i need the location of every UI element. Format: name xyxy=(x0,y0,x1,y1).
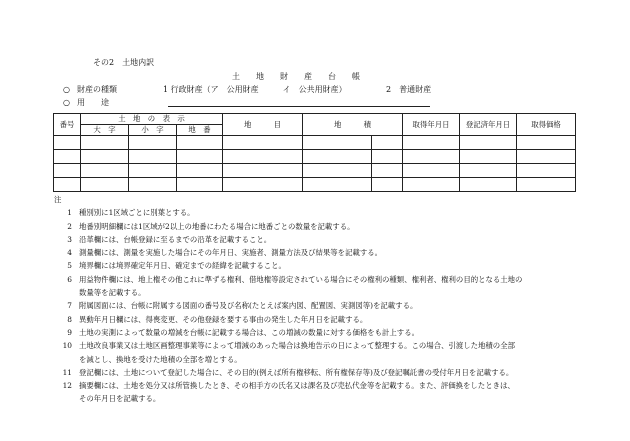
table-header-row-1 xyxy=(54,114,576,125)
note-item-continuation: 数量等を記載する。 xyxy=(79,288,146,298)
header-chiban: 地 番 xyxy=(177,125,223,136)
table-row xyxy=(54,164,576,178)
header-registered-date: 登記済年月日 xyxy=(460,114,517,136)
note-item: 3 沿革欄には、台帳登録に至るまでの沿革を記載すること。 xyxy=(67,234,272,244)
property-type-option-1: 1 行政財産（ア 公用財産 イ 公共用財産） xyxy=(163,85,347,94)
header-chimoku: 地 目 xyxy=(223,114,303,136)
ledger-title: 土 地 財 産 台 帳 xyxy=(232,72,360,81)
note-item: 2 地番別明細欄には1区域が2以上の地番にわたる場合に地番ごとの数量を記載する。 xyxy=(67,221,355,231)
note-item: 12 摘要欄には、土地を処分又は所管換したとき、その相手方の氏名又は課名及び売払代金等を記載する。また、評価換をしたときは、 xyxy=(62,381,515,391)
header-acquired-date: 取得年月日 xyxy=(403,114,460,136)
note-item: 11 登記欄には、土地について登記した場合に、その目的(例えば所有権移転、所有権保存等)及び登記嘱託書の受付年月日を記載する。 xyxy=(62,367,514,377)
header-oaza: 大 字 xyxy=(81,125,129,136)
note-item: 4 測量欄には、測量を実施した場合にその年月日、実施者、測量方法及び結果等を記載する。 xyxy=(67,248,383,258)
header-chiseki: 地 積 xyxy=(303,114,403,136)
note-item-continuation: その年月日を記載する。 xyxy=(79,394,161,404)
note-item: 5 境界欄には境界確定年月日、確定までの経緯を記載すること。 xyxy=(67,261,286,271)
header-koaza: 小 字 xyxy=(129,125,177,136)
header-acquired-price: 取得価格 xyxy=(517,114,576,136)
header-land-display: 土 地 の 表 示 xyxy=(81,114,223,125)
note-item: 10 土地改良事業又は土地区画整理事業等によって増減のあった場合は換地告示の日によって整理する。この場合、引渡した地積の全部 xyxy=(62,341,515,351)
notes-lead: 注 xyxy=(54,195,62,204)
header-number: 番号 xyxy=(54,114,81,136)
property-type-label: 財産の種類 xyxy=(77,85,117,94)
section-title: その2 土地内訳 xyxy=(93,58,155,67)
note-item: 9 土地の実測によって数量の増減を台帳に記載する場合は、この増減の数量に対する価格をも計上する。 xyxy=(67,327,419,337)
note-item: 8 異動年月日欄には、得喪変更、その他登録を要する事由の発生した年月日を記載する。 xyxy=(67,314,368,324)
usage-marker: ○ xyxy=(63,98,70,107)
notes-section xyxy=(54,193,614,406)
table-row xyxy=(54,150,576,164)
table-row xyxy=(54,136,576,150)
property-type-option-2: 2 普通財産 xyxy=(386,85,432,94)
note-item: 7 附属図面には、台帳に附属する図面の番号及び名称(たとえば案内図、配置図、実測図等)を記載する。 xyxy=(67,301,418,311)
property-type-marker: ○ xyxy=(63,85,70,94)
table-row xyxy=(54,178,576,192)
usage-underline xyxy=(168,106,430,107)
usage-label: 用 途 xyxy=(77,98,109,107)
note-item: 6 用益物件欄には、地上権その他これに準ずる権利、借地権等設定されている場合にその権利の種類、権利者、権利の目的となる土地の xyxy=(67,274,523,284)
note-item-continuation: を減とし、換地を受けた地積の全部を増とする。 xyxy=(79,354,242,364)
note-item: 1 種別別に1区域ごとに別葉とする。 xyxy=(67,208,195,218)
land-ledger-table xyxy=(53,113,576,192)
